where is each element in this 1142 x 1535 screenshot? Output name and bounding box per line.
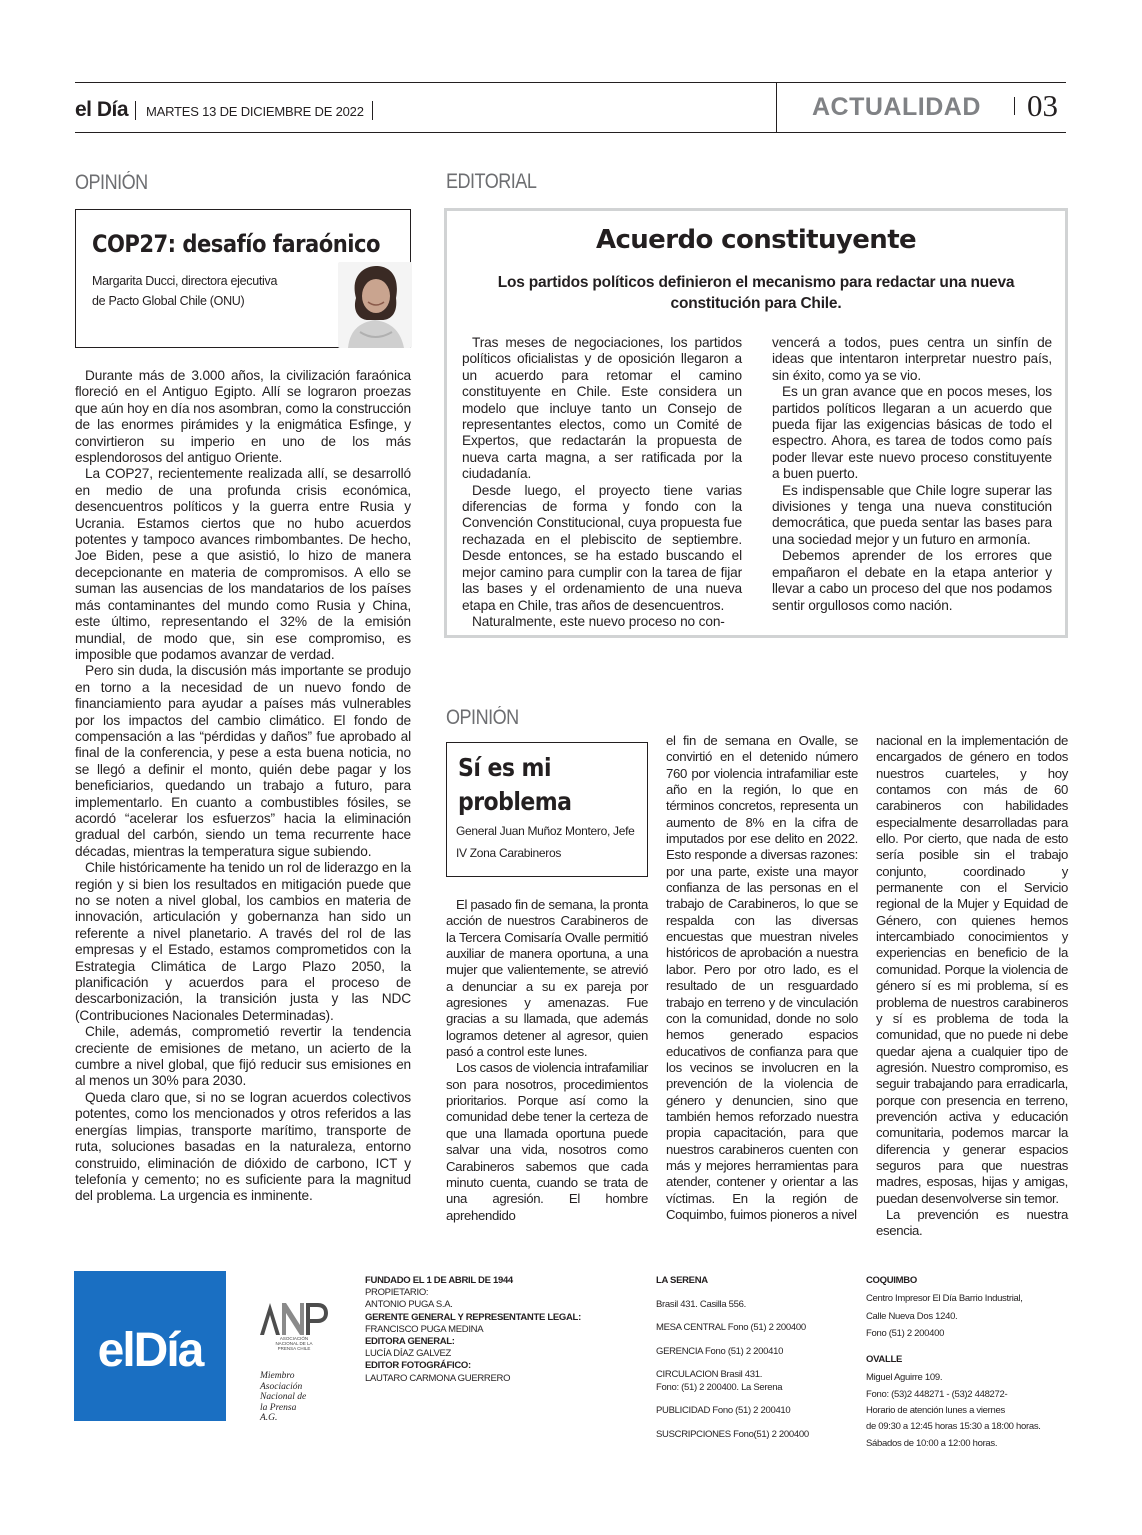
paragraph: el fin de semana en Ovalle, se convirtió en el detenido número 760 por violencia intrafamiliar este año en la región, lo que en términos concretos, representa un aumento de 8% en la cifra de imputados por ese delito en 2022. Esto responde a diversas razones: por una parte, existe una mayor confianza de las personas en el trabajo de Carabineros, lo que se respalda con las diversas encuestas que muestran niveles históricos de aprobación a nuestra labor. Pero por otro lado, es el resultado de un resguardado trabajo en terreno y de vinculación con la comunidad, donde no solo hemos generado espacios educativos de confianza para que los vecinos se involucren en la prevención de la violencia de género y denuncien, sino que también hemos reforzado nuestra propia capacitación, para que nuestros carabineros cuenten con más y mejores herramientas para atender, contener y orientar a las víctimas. En la región de Coquimbo, fuimos pioneros a nivel xyxy=(666,733,858,1222)
la-serena-contacts xyxy=(656,1275,809,1441)
photo-editor-label: EDITOR FOTOGRÁFICO: xyxy=(365,1360,471,1372)
opinion-header-box xyxy=(446,742,648,877)
paragraph: Chile históricamente ha tenido un rol de liderazgo en la región y si bien los resultados en mitigación puede que no se noten a nivel global, los cambios en materia de innovación, articulación y gobernanza han sido un referente a nivel planetario. A través del rol de las empresas y el Estado, estamos comprometidos con la Estrategia Climática de Largo Plazo 2050, la planificación y acuerdos para el proceso de descarbonización, la transición justa y las NDC (Contribuciones Nacionales Determinadas). xyxy=(75,860,411,1023)
header-bottom-rule xyxy=(75,132,1066,133)
author-name: Margarita Ducci, directora ejecutiva xyxy=(92,274,278,288)
title-line: Sí es mi xyxy=(458,753,551,782)
phone: Fono: (53)2 448271 - (53)2 448272- xyxy=(866,1388,1008,1400)
manager-label: GERENTE GENERAL Y REPRESENTANTE LEGAL: xyxy=(365,1311,581,1323)
editorial-col-1 xyxy=(462,335,742,630)
opinion-header-box xyxy=(75,209,411,348)
anp-subtitle: ASOCIACIÓN NACIONAL DE LA PRENSA CHILE xyxy=(275,1336,313,1351)
address: Calle Nueva Dos 1240. xyxy=(866,1310,958,1322)
opinion-body xyxy=(75,368,411,1205)
coquimbo-contacts xyxy=(866,1275,1041,1450)
editor: LUCÍA DÍAZ GALVEZ xyxy=(365,1348,452,1360)
phone: SUSCRIPCIONES Fono(51) 2 200400 xyxy=(656,1428,809,1440)
page-number: 03 xyxy=(1027,88,1058,123)
hours: Horario de atención lunes a viernes xyxy=(866,1405,1005,1417)
editorial-subtitle: Los partidos políticos definieron el mecanismo para redactar una nueva constitución para Chile. xyxy=(497,274,1015,312)
address: Miguel Aguirre 109. xyxy=(866,1372,943,1384)
city-title: LA SERENA xyxy=(656,1275,708,1286)
paragraph: Pero sin duda, la discusión más importante se produjo en torno a la necesidad de un nuevo fondo de financiamiento para ayudar a países más vulnerables por los impactos del cambio climático. El fondo de compensación a las “pérdidas y daños” fue aprobado al final de la conferencia, y pese a esta buena noticia, no se llegó a definir el monto, quién debe pagar y los beneficiarios, quedando un trabajo a futuro, para implementarlo. En cuanto a combustibles fósiles, se acordó “acelerar los esfuerzos” hacia la eliminación gradual del carbón, siendo un tema recurrente hace décadas, mientras la temperatura sigue subiendo. xyxy=(75,663,411,859)
paragraph: Tras meses de negociaciones, los partidos políticos oficialistas y de oposición llegaron a un acuerdo para retomar el camino constituyente en Chile. Este considera un modelo que incluye tanto un Consejo de representantes electos, como un Comité de Expertos, que redactarán la propuesta de nueva carta magna, a ser ratificada por la ciudadanía. xyxy=(462,335,742,482)
opinion-title: COP27: desafío faraónico xyxy=(92,230,380,258)
editorial-col-2 xyxy=(772,335,1052,614)
caption-line: la Prensa xyxy=(260,1402,297,1413)
hours: de 09:30 a 12:45 horas 15:30 a 18:00 horas. xyxy=(866,1421,1041,1433)
masthead-credits xyxy=(365,1275,581,1385)
hours: Sábados de 10:00 a 12:00 horas. xyxy=(866,1437,998,1449)
paragraph: Naturalmente, este nuevo proceso no con- xyxy=(472,613,725,629)
caption-line: Nacional de xyxy=(260,1392,307,1403)
opinion-author xyxy=(456,820,635,864)
header-section-divider xyxy=(776,82,777,133)
paragraph: La COP27, recientemente realizada allí, se desarrolló en medio de una profunda crisis económica, desencuentros políticos y la guerra entre Rusia y Ucrania. Estamos ciertos que no hubo acuerdos potentes y tampoco avances rimbombantes. De hecho, Joe Biden, pese a que asistió, lo hizo de manera decepcionante en materia de compromisos. A ello se suman las ausencias de los mandatarios de los países más contaminantes del mundo como Rusia y China, este último, representando el 32% de la emisión mundial, de modo que, sin ese compromiso, es imposible que podamos avanzar de verdad. xyxy=(75,466,411,662)
address: Brasil 431. Casilla 556. xyxy=(656,1298,746,1310)
phone: MESA CENTRAL Fono (51) 2 200400 xyxy=(656,1322,806,1333)
paragraph: Los casos de violencia intrafamiliar son para nosotros, procedimientos prioritarios. Porque así como la comunidad debe tener la certeza de que una llamada oportuna puede salvar una vida, nosotros como Carabineros sabemos que cada minuto cuenta, cuando se trata de una agresión. El hombre aprehendido xyxy=(446,1060,648,1223)
header-separator xyxy=(372,101,373,120)
address: Centro Impresor El Día Barrio Industrial, xyxy=(866,1293,1023,1305)
paragraph: La prevención es nuestra esencia. xyxy=(876,1206,1068,1239)
paragraph: Desde luego, el proyecto tiene varias diferencias de forma y fondo con la Convención Constitucional, cuya propuesta fue rechazada en el plebiscito de septiembre. Desde entonces, se ha estado buscando el mejor camino para cumplir con la tarea de fijar las bases y el ordenamiento de una nueva etapa en Chile, tras años de desencuentros. xyxy=(462,482,742,613)
phone: PUBLICIDAD Fono (51) 2 200410 xyxy=(656,1405,791,1416)
circulation: CIRCULACION Brasil 431. xyxy=(656,1369,763,1380)
paragraph: Durante más de 3.000 años, la civilización faraónica floreció en el Antiguo Egipto. Allí se lograron proezas que aún hoy en día nos asombran, como la construcción de las enormes pirámides y la enigmática Esfinge, y convirtieron su imperio en uno de los más esplendorosos del antiguo Oriente. xyxy=(75,368,411,466)
masthead-brand: el Día xyxy=(75,98,129,121)
phone: Fono (51) 2 200400 xyxy=(866,1327,945,1339)
caption-line: A.G. xyxy=(260,1413,278,1424)
photo-editor: LAUTARO CARMONA GUERRERO xyxy=(365,1372,511,1384)
owner: ANTONIO PUGA S.A. xyxy=(365,1299,453,1311)
city-title: COQUIMBO xyxy=(866,1275,917,1286)
header-top-rule xyxy=(75,82,1066,83)
owner-label: PROPIETARIO: xyxy=(365,1287,429,1299)
eldia-logo xyxy=(74,1271,226,1421)
opinion-label: OPINIÓN xyxy=(75,171,148,194)
paragraph: El pasado fin de semana, la pronta acción de nuestros Carabineros de la Tercera Comisaría Ovalle permitió auxiliar de manera oportuna, a una mujer que valientemente, se atrevió a denunciar a su ex pareja por agresiones y amenazas. Fue gracias a su llamada, que además logramos detener al agresor, quien pasó a control este lunes. xyxy=(446,897,648,1060)
phone: Fono: (51) 2 200400. La Serena xyxy=(656,1381,783,1393)
opinion-author xyxy=(92,271,277,311)
opinion-title xyxy=(458,751,571,819)
founded: FUNDADO EL 1 DE ABRIL DE 1944 xyxy=(365,1275,513,1286)
editorial-title: Acuerdo constituyente xyxy=(595,225,917,255)
title-line: problema xyxy=(458,787,572,816)
paragraph: Chile, además, comprometió revertir la tendencia creciente de emisiones de metano, un acierto de la cumbre a nivel global, que fijó reducir sus emisiones en al menos un 30% para 2030. xyxy=(75,1024,411,1089)
editorial-label: EDITORIAL xyxy=(446,170,537,193)
editor-label: EDITORA GENERAL: xyxy=(365,1336,455,1348)
opinion2-col-2 xyxy=(666,733,858,1223)
paragraph: vencerá a todos, pues centra un sinfín de ideas que intentaron interpretar nuestro país, sin éxito, como ya se vio. xyxy=(772,335,1052,383)
issue-date: MARTES 13 DE DICIEMBRE DE 2022 xyxy=(146,104,364,119)
section-name: ACTUALIDAD xyxy=(812,93,981,121)
manager: FRANCISCO PUGA MEDINA xyxy=(365,1323,484,1335)
opinion2-col-1 xyxy=(446,897,648,1224)
header-separator xyxy=(135,101,136,120)
paragraph: nacional en la implementación de encargados de género en todos nuestros cuarteles, y hoy contamos con más de 60 carabineros con habilidades especialmente desarrolladas para ello. Por cierto, que nada de esto sería posible sin el trabajo conjunto, coordinado y permanente con el Servicio regional de la Mujer y Equidad de Género, con quienes hemos intercambiado conocimientos y experiencias en beneficio de la comunidad. Porque la violencia de género sí es mi problema, sí es problema de nuestros carabineros y sí es problema de toda la comunidad, que no puede ni debe quedar ajena a cualquier tipo de agresión. Nuestro compromiso, es seguir trabajando para erradicarla, porque con presencia en terreno, prevención activa y educación comunitaria, podemos marcar la diferencia y generar espacios seguros para que nuestras madres, esposas, hijas y amigas, puedan desenvolverse sin temor. xyxy=(876,733,1068,1206)
opinion2-col-3 xyxy=(876,733,1068,1240)
city-title: OVALLE xyxy=(866,1354,903,1366)
paragraph: Queda claro que, si no se logran acuerdos colectivos potentes, como los mencionados y otros referidos a las energías limpias, transporte marítimo, transporte de ruta, soluciones basadas en la naturaleza, entorno construido, eliminación de dióxido de carbono, ICT y telefonía y cemento; no es suficiente para la magnitud del problema. La urgencia es inminente. xyxy=(75,1089,411,1204)
author-org: de Pacto Global Chile (ONU) xyxy=(92,294,245,308)
paragraph: Es un gran avance que en pocos meses, los partidos políticos llegaran a un acuerdo que pueda fijar las exigencias básicas de todo el espectro. Ahora, es tarea de todos como país poder llevar este nuevo proceso constituyente a buen puerto. xyxy=(772,384,1052,482)
anp-caption xyxy=(260,1371,306,1424)
caption-line: Miembro xyxy=(260,1371,295,1381)
header-separator xyxy=(1014,97,1015,115)
opinion-label: OPINIÓN xyxy=(446,706,519,729)
caption-line: Asociación xyxy=(260,1381,303,1392)
logo-text: elDía xyxy=(97,1324,203,1377)
author-photo xyxy=(338,262,412,348)
paragraph: Es indispensable que Chile logre superar las divisiones y tenga una nueva constitución democrática, que pueda sentar las bases para una sociedad mejor y un futuro en armonía. xyxy=(772,482,1052,547)
author-name: General Juan Muñoz Montero, Jefe xyxy=(456,824,635,838)
paragraph: Debemos aprender de los errores que empañaron el debate en la etapa anterior y llevar a cabo un proceso del que nos podamos sentir orgullosos como nación. xyxy=(772,548,1052,613)
author-org: IV Zona Carabineros xyxy=(456,846,562,860)
phone: GERENCIA Fono (51) 2 200410 xyxy=(656,1345,784,1357)
